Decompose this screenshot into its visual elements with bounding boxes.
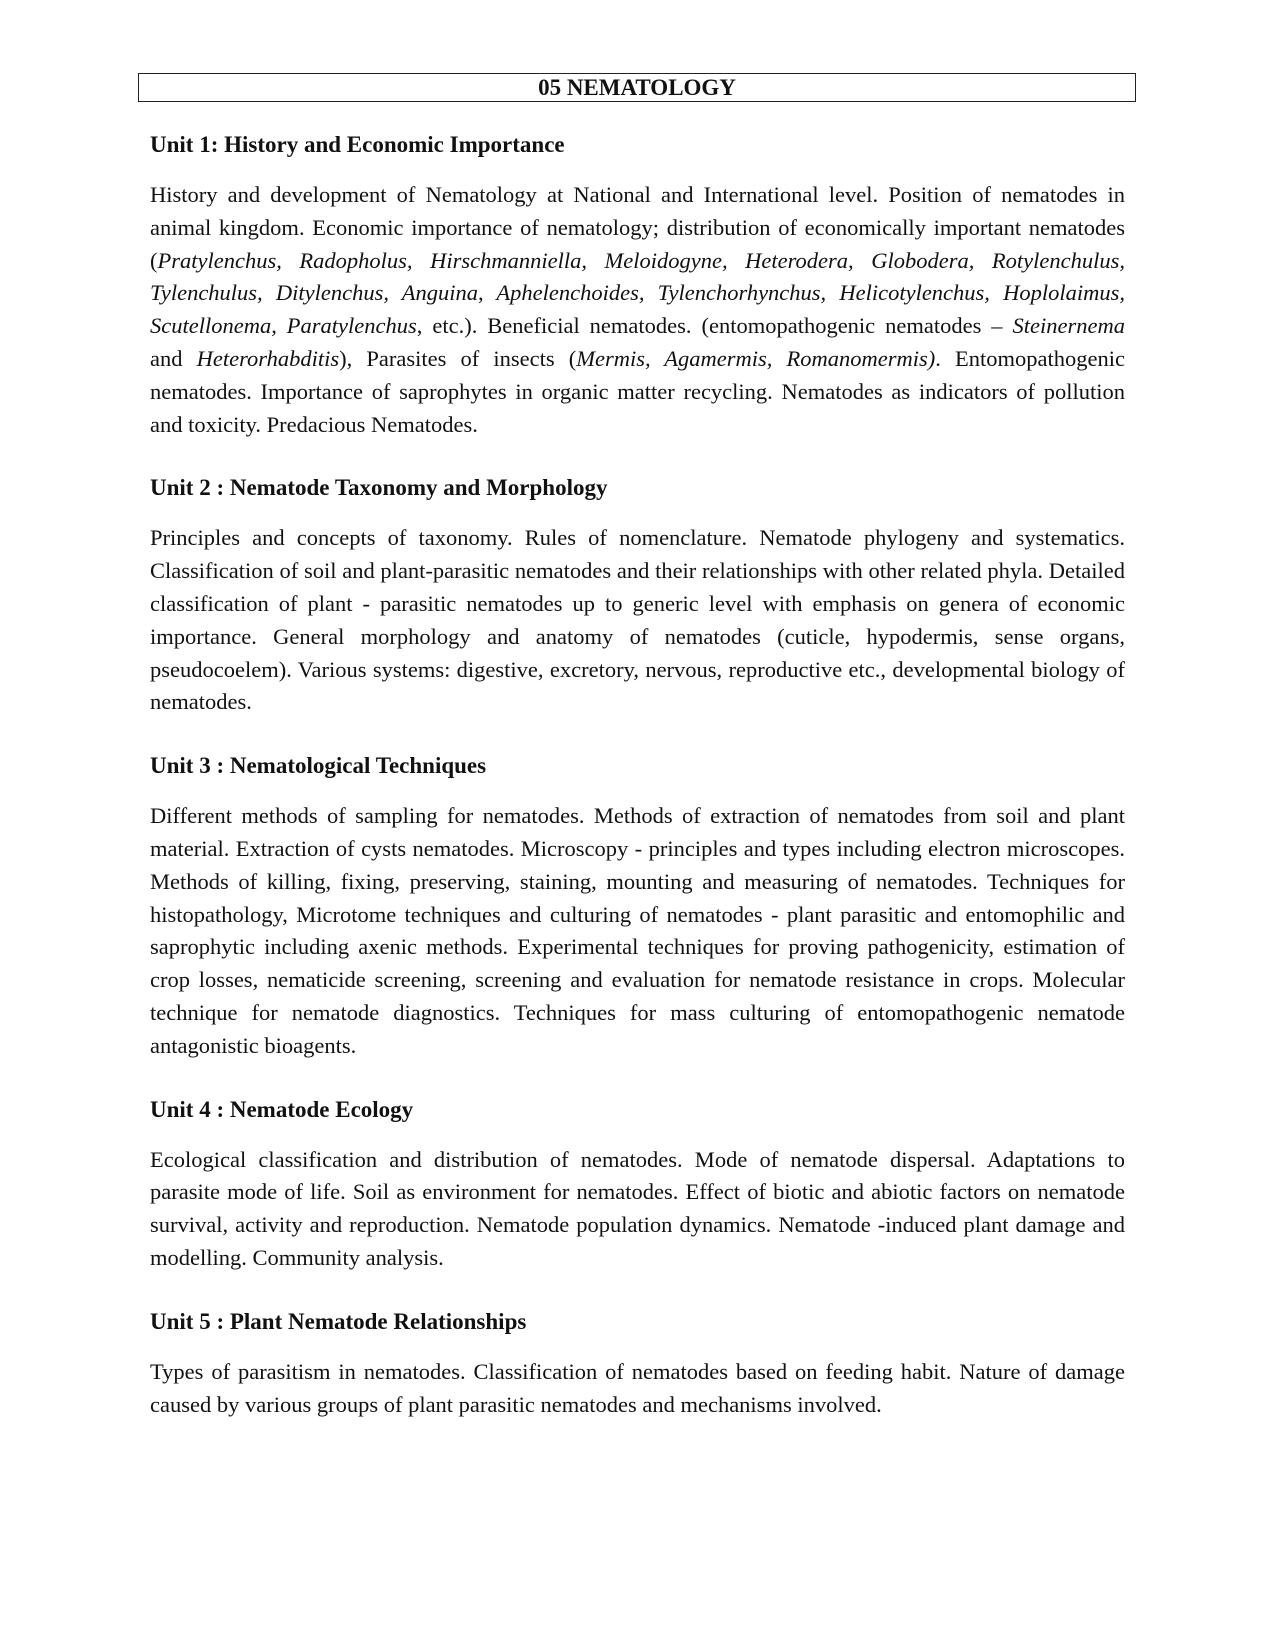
unit-body bbox=[150, 800, 1125, 1062]
italic-taxon-text: Pratylenchus, Radopholus, Hirschmanniella, Meloidogyne, Heterodera, Globodera, Rotylenchulus, Tylenchulus, Ditylenchus, Anguina, Aphelenchoides, Tylenchorhynchus, Helicotylenchus, Hoplolaimus, Scutellonema, Paratylenchus bbox=[150, 247, 1125, 339]
body-text: . Entomopathogenic nematodes. Importance of saprophytes in organic matter recycling. Nematodes as indicators of pollution and toxicity. Predacious Nematodes. bbox=[150, 345, 1125, 437]
unit-body bbox=[150, 179, 1125, 441]
unit-body bbox=[150, 1356, 1125, 1422]
unit-heading: Unit 2 : Nematode Taxonomy and Morphology bbox=[150, 475, 608, 501]
unit-body bbox=[150, 522, 1125, 719]
body-text: Types of parasitism in nematodes. Classification of nematodes based on feeding habit. Nature of damage caused by various groups of plant parasitic nematodes and mechanisms involved. bbox=[150, 1358, 1125, 1417]
body-text: and bbox=[150, 345, 197, 371]
body-text: , etc.). Beneficial nematodes. (entomopathogenic nematodes – bbox=[416, 313, 1013, 339]
body-text: Principles and concepts of taxonomy. Rules of nomenclature. Nematode phylogeny and systematics. Classification of soil and plant-parasitic nematodes and their relationships with other related phyla. Detailed classification of plant - parasitic nematodes up to generic level with emphasis on genera of economic importance. General morphology and anatomy of nematodes (cuticle, hypodermis, sense organs, pseudocoelem). Various systems: digestive, excretory, nervous, reproductive etc., developmental biology of nematodes. bbox=[150, 525, 1125, 715]
italic-taxon-text: Heterorhabditis bbox=[196, 345, 340, 371]
italic-taxon-text: Mermis, Agamermis, Romanomermis) bbox=[576, 345, 936, 371]
units-container bbox=[150, 128, 1125, 1451]
unit-heading: Unit 3 : Nematological Techniques bbox=[150, 753, 487, 779]
body-text: History and development of Nematology at National and International level. Position of nematodes in animal kingdom. Economic importance of nematology; distribution of economically important nematodes ( bbox=[150, 182, 1125, 273]
body-text: Ecological classification and distribution of nematodes. Mode of nematode dispersal. Adaptations to parasite mode of life. Soil as environment for nematodes. Effect of biotic and abiotic factors on nematode survival, activity and reproduction. Nematode population dynamics. Nematode -induced plant damage and modelling. Community analysis. bbox=[150, 1146, 1125, 1270]
document-title: 05 NEMATOLOGY bbox=[138, 73, 1136, 102]
unit-heading: Unit 4 : Nematode Ecology bbox=[150, 1096, 414, 1122]
unit-heading: Unit 5 : Plant Nematode Relationships bbox=[150, 1308, 527, 1334]
body-text: Different methods of sampling for nematodes. Methods of extraction of nematodes from soil and plant material. Extraction of cysts nematodes. Microscopy - principles and types including electron microscopes. Methods of killing, fixing, preserving, staining, mounting and measuring of nematodes. Techniques for histopathology, Microtome techniques and culturing of nematodes - plant parasitic and entomophilic and saprophytic including axenic methods. Experimental techniques for proving pathogenicity, estimation of crop losses, nematicide screening, screening and evaluation for nematode resistance in crops. Molecular technique for nematode diagnostics. Techniques for mass culturing of entomopathogenic nematode antagonistic bioagents. bbox=[150, 803, 1125, 1058]
italic-taxon-text: Steinernema bbox=[1012, 313, 1125, 339]
unit-heading: Unit 1: History and Economic Importance bbox=[150, 132, 565, 157]
unit-body bbox=[150, 1144, 1125, 1275]
body-text: ), Parasites of insects ( bbox=[339, 345, 577, 371]
